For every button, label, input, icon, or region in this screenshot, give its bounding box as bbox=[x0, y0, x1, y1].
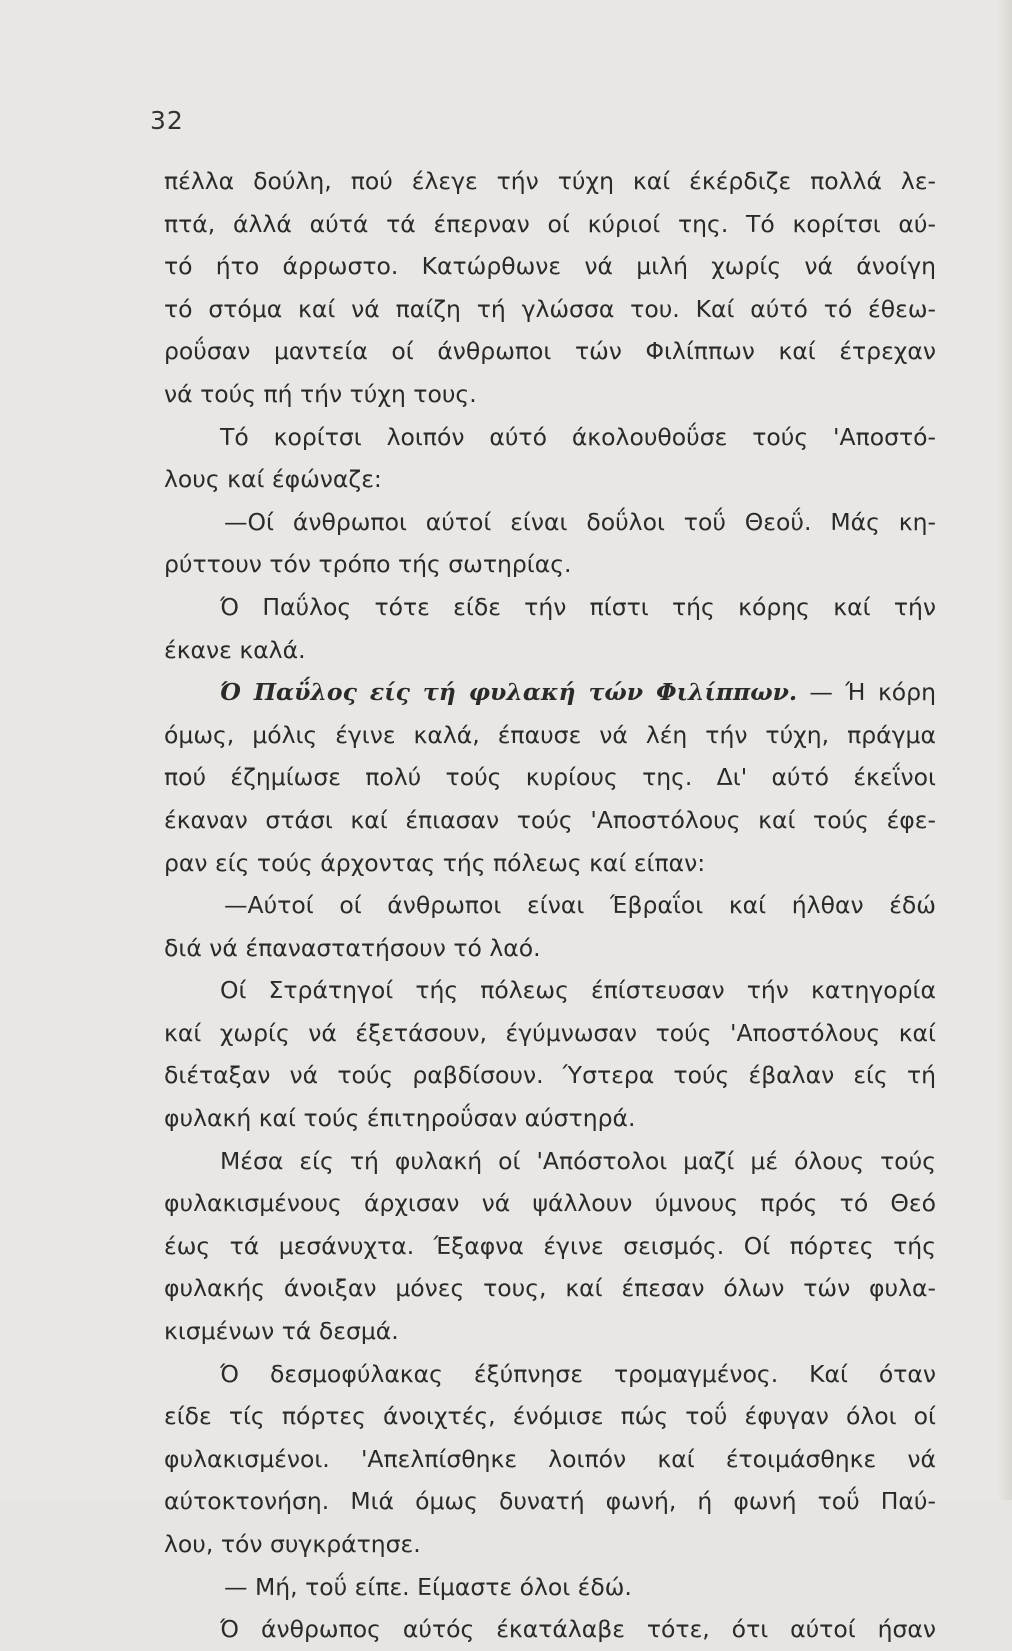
text-line: έκαναν στάσι καί έπιασαν τούς 'Αποστόλους καί τούς έφε- bbox=[164, 805, 936, 834]
text-line: έως τά μεσάνυχτα. Έξαφνα έγινε σεισμός. Οί πόρτες τής bbox=[164, 1231, 936, 1260]
text-line: κισμένων τά δεσμά. bbox=[164, 1317, 399, 1346]
text-line: Ό Παΰλος τότε είδε τήν πίστι τής κόρης καί τήν bbox=[220, 592, 936, 621]
text-line: τό στόμα καί νά παίζη τή γλώσσα του. Καί αύτό τό έθεω- bbox=[164, 294, 936, 323]
text-line: ραν είς τούς άρχοντας τής πόλεως καί είπαν: bbox=[164, 848, 706, 877]
text-line: φυλακισμένοι. 'Απελπίσθηκε λοιπόν καί έτοιμάσθηκε νά bbox=[164, 1444, 936, 1473]
text-line: διέταξαν νά τούς ραβδίσουν. Ύστερα τούς έβαλαν είς τή bbox=[164, 1061, 936, 1090]
text-line: όμως, μόλις έγινε καλά, έπαυσε νά λέη τήν τύχη, πράγμα bbox=[164, 720, 936, 749]
body-text bbox=[164, 160, 936, 1651]
text-line: Τό κορίτσι λοιπόν αύτό άκολουθοΰσε τούς 'Αποστό- bbox=[220, 422, 936, 451]
heading-line bbox=[164, 671, 936, 714]
text-line: φυλακή καί τούς έπιτηροΰσαν αύστηρά. bbox=[164, 1104, 636, 1133]
text-line: Οί Στράτηγοί τής πόλεως έπίστευσαν τήν κατηγορία bbox=[220, 976, 936, 1005]
section-heading: Ό Παΰλος είς τή φυλακή τών Φιλίππων. bbox=[220, 678, 798, 707]
text-line: πτά, άλλά αύτά τά έπερναν οί κύριοί της. Τό κορίτσι αύ- bbox=[164, 209, 936, 238]
text-line: πέλλα δούλη, πού έλεγε τήν τύχη καί έκέρδιζε πολλά λε- bbox=[164, 167, 936, 195]
text-line: τό ήτο άρρωστο. Κατώρθωνε νά μιλή χωρίς νά άνοίγη bbox=[164, 252, 936, 281]
page-edge bbox=[998, 0, 1012, 1500]
page-number: 32 bbox=[150, 106, 184, 135]
dialog-line: — Μή, τοΰ είπε. Είμαστε όλοι έδώ. bbox=[224, 1572, 632, 1601]
dialog-line: —Αύτοί οί άνθρωποι είναι Έβραΐοι καί ήλθαν έδώ bbox=[224, 891, 936, 920]
text-line: αύτοκτονήση. Μιά όμως δυνατή φωνή, ή φωνή τοΰ Παύ- bbox=[164, 1487, 936, 1516]
text-line: λου, τόν συγκράτησε. bbox=[164, 1530, 421, 1558]
text-line: φυλακής άνοιξαν μόνες τους, καί έπεσαν όλων τών φυλα- bbox=[164, 1274, 936, 1303]
text-line: έκανε καλά. bbox=[164, 635, 306, 664]
text-line: καί χωρίς νά έξετάσουν, έγύμνωσαν τούς 'Αποστόλους καί bbox=[164, 1018, 936, 1047]
text-line: πού έζημίωσε πολύ τούς κυρίους της. Δι' αύτό έκεΐνοι bbox=[164, 763, 936, 792]
text-line: ροΰσαν μαντεία οί άνθρωποι τών Φιλίππων καί έτρεχαν bbox=[164, 337, 936, 366]
text-line: ρύττουν τόν τρόπο τής σωτηρίας. bbox=[164, 550, 572, 579]
text-line: Ό δεσμοφύλακας έξύπνησε τρομαγμένος. Καί όταν bbox=[220, 1359, 936, 1388]
text-line: — Ή κόρη bbox=[809, 678, 936, 707]
text-line: διά νά έπαναστατήσουν τό λαό. bbox=[164, 933, 541, 962]
text-line: Μέσα είς τή φυλακή οί 'Απόστολοι μαζί μέ όλους τούς bbox=[220, 1146, 936, 1175]
text-line: νά τούς πή τήν τύχη τους. bbox=[164, 379, 477, 408]
dialog-line: —Οί άνθρωποι αύτοί είναι δοΰλοι τοΰ Θεοΰ. Μάς κη- bbox=[224, 507, 936, 536]
text-line: λους καί έφώναζε: bbox=[164, 465, 382, 494]
text-line: Ό άνθρωπος αύτός έκατάλαβε τότε, ότι αύτοί ήσαν bbox=[220, 1615, 936, 1644]
text-line: είδε τίς πόρτες άνοιχτές, ένόμισε πώς τοΰ έφυγαν όλοι οί bbox=[164, 1402, 936, 1431]
text-line: φυλακισμένους άρχισαν νά ψάλλουν ύμνους πρός τό Θεό bbox=[164, 1189, 936, 1218]
